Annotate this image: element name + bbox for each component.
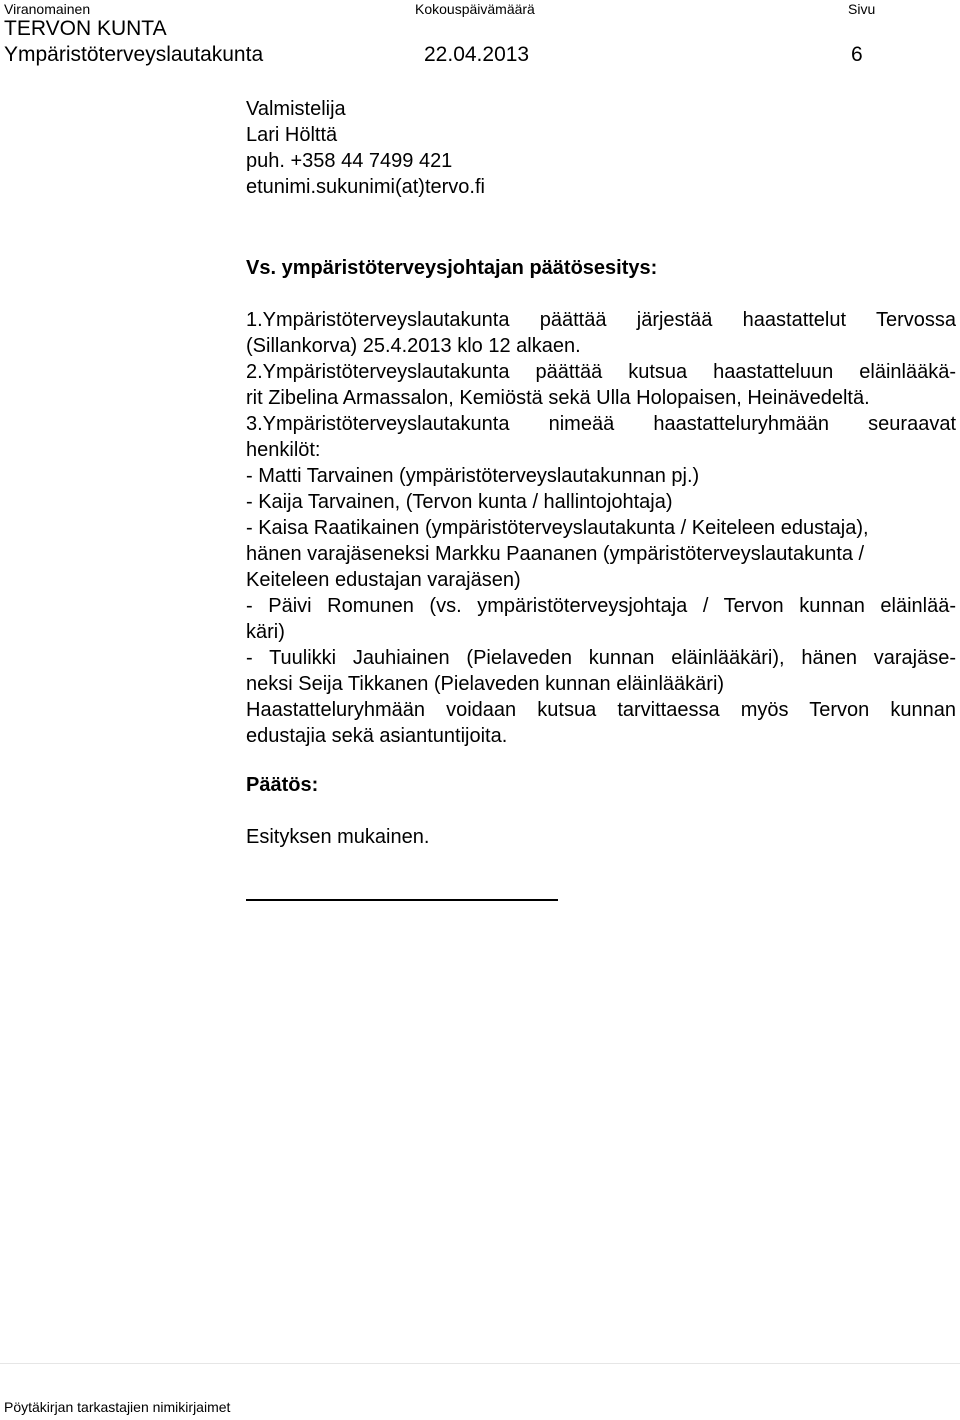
organization-name: TERVON KUNTA — [4, 17, 167, 40]
proposal-line: Keiteleen edustajan varajäsen) — [246, 569, 521, 591]
preparer-label: Valmistelija — [246, 98, 346, 120]
proposal-line: rit Zibelina Armassalon, Kemiöstä sekä Ulla Holopaisen, Heinävedeltä. — [246, 387, 870, 409]
proposal-line: hänen varajäseneksi Markku Paananen (ympäristöterveyslautakunta / — [246, 543, 865, 565]
date-label: Kokouspäivämäärä — [415, 1, 535, 17]
proposal-line: - Matti Tarvainen (ympäristöterveyslautakunnan pj.) — [246, 465, 700, 487]
preparer-phone: puh. +358 44 7499 421 — [246, 150, 453, 172]
preparer-name: Lari Hölttä — [246, 124, 338, 146]
decision-text: Esityksen mukainen. — [246, 826, 430, 848]
preparer-email: etunimi.sukunimi(at)tervo.fi — [246, 176, 485, 198]
proposal-line: 3.Ympäristöterveyslautakunta nimeää haastatteluryhmään seuraavat — [246, 413, 956, 435]
proposal-line: käri) — [246, 621, 285, 643]
proposal-line: neksi Seija Tikkanen (Pielaveden kunnan eläinlääkäri) — [246, 673, 725, 695]
proposal-line: 2.Ympäristöterveyslautakunta päättää kutsua haastatteluun eläinlääkä- — [246, 361, 956, 383]
body-name: Ympäristöterveyslautakunta — [4, 43, 264, 66]
signature-line — [246, 899, 558, 901]
preparer-block — [246, 96, 956, 200]
proposal-line: - Päivi Romunen (vs. ympäristöterveysjohtaja / Tervon kunnan eläinlää- — [246, 595, 956, 617]
decision-heading: Päätös: — [246, 774, 319, 796]
meeting-date: 22.04.2013 — [424, 43, 530, 66]
proposal-line: Haastatteluryhmään voidaan kutsua tarvittaessa myös Tervon kunnan — [246, 699, 956, 721]
footer-divider — [0, 1363, 960, 1364]
proposal-line: - Kaija Tarvainen, (Tervon kunta / hallintojohtaja) — [246, 491, 673, 513]
page-label: Sivu — [848, 1, 876, 17]
proposal-line: - Kaisa Raatikainen (ympäristöterveyslautakunta / Keiteleen edustaja), — [246, 517, 869, 539]
proposal-text — [246, 307, 956, 749]
page-number: 6 — [851, 43, 863, 66]
proposal-line: (Sillankorva) 25.4.2013 klo 12 alkaen. — [246, 335, 581, 357]
clerk-label: Viranomainen — [4, 1, 91, 17]
proposal-heading: Vs. ympäristöterveysjohtajan päätösesitys: — [246, 257, 658, 279]
proposal-line: edustajia sekä asiantuntijoita. — [246, 725, 508, 747]
proposal-line: henkilöt: — [246, 439, 321, 461]
footer-initials-label: Pöytäkirjan tarkastajien nimikirjaimet — [4, 1399, 231, 1415]
proposal-line: - Tuulikki Jauhiainen (Pielaveden kunnan eläinlääkäri), hänen varajäse- — [246, 647, 956, 669]
proposal-line: 1.Ympäristöterveyslautakunta päättää järjestää haastattelut Tervossa — [246, 309, 956, 331]
